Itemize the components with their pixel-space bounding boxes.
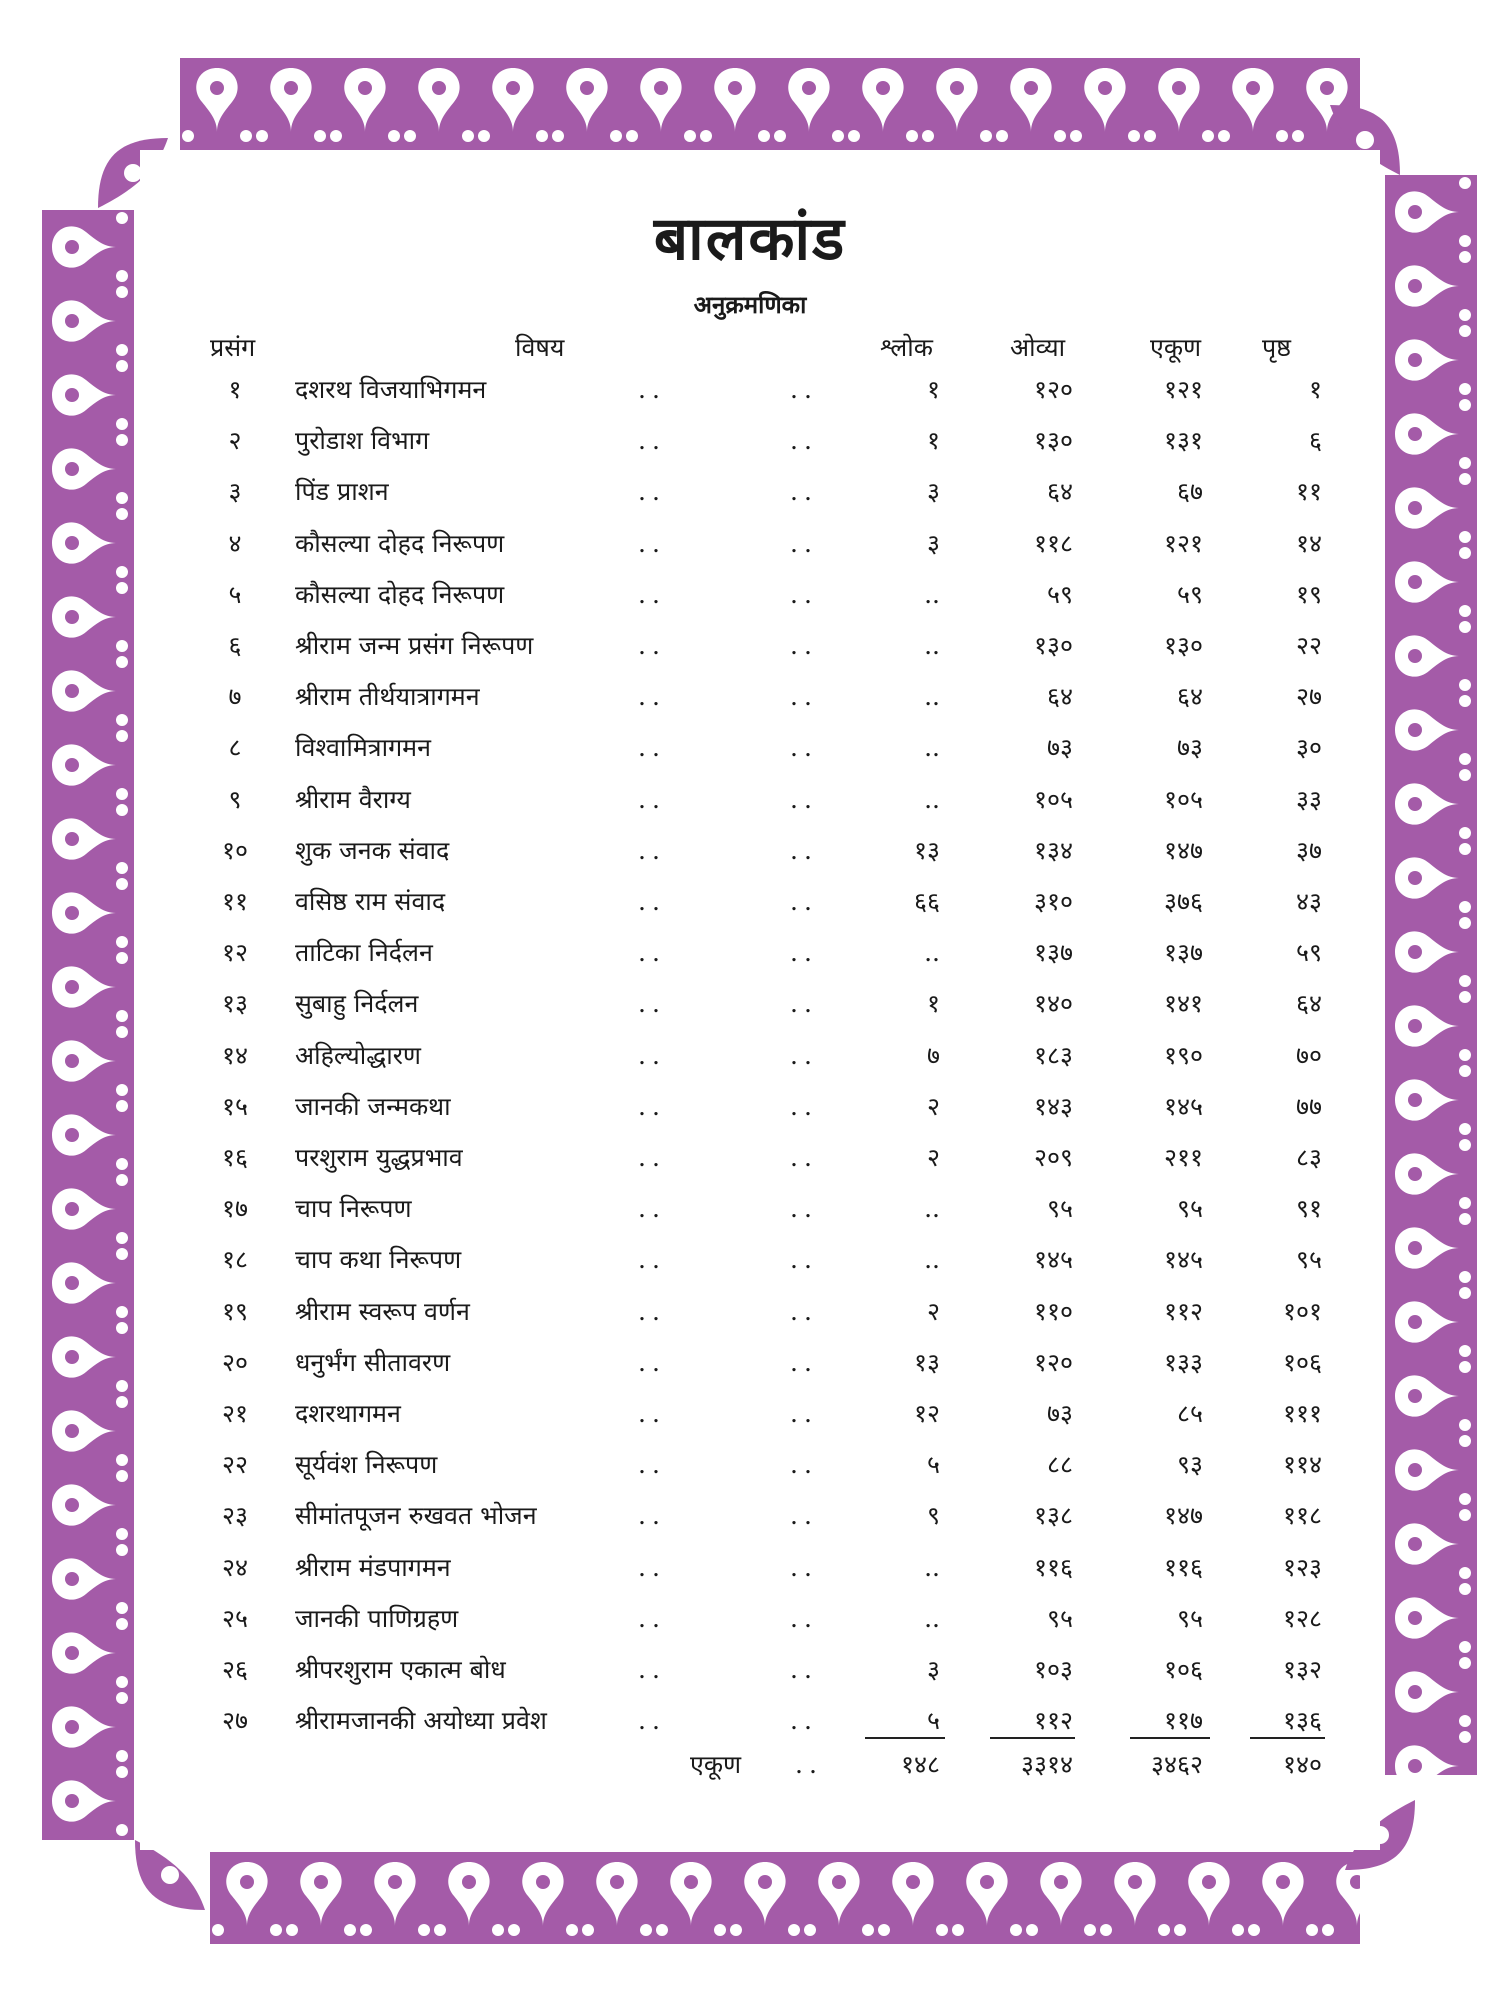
- table-row: [0, 1548, 1500, 1588]
- row-shlok: १: [926, 989, 940, 1019]
- row-number: १२: [221, 938, 248, 968]
- row-subject: पिंड प्राशन: [295, 477, 389, 507]
- row-leader-2: ..: [790, 528, 818, 558]
- row-number: २५: [221, 1603, 248, 1633]
- row-ekun: १४५: [1163, 1245, 1203, 1275]
- row-subject: जानकी पाणिग्रहण: [295, 1603, 459, 1633]
- row-leader-2: ..: [790, 887, 818, 916]
- total-rule-page: [1250, 1737, 1325, 1739]
- row-shlok: ३: [926, 477, 940, 507]
- row-ovya: ३१०: [1033, 887, 1073, 916]
- row-number: २०: [221, 1347, 248, 1377]
- row-subject: श्रीराम मंडपागमन: [295, 1552, 451, 1582]
- row-ovya: ११०: [1033, 1296, 1073, 1326]
- total-rule-shlok: [865, 1737, 945, 1739]
- row-page: ७०: [1295, 1040, 1322, 1070]
- row-page: १: [1308, 375, 1322, 404]
- totals-leader: ..: [795, 1750, 823, 1779]
- row-leader-1: ..: [638, 1347, 666, 1377]
- row-leader-1: ..: [638, 784, 666, 814]
- row-shlok: ३: [926, 528, 940, 558]
- row-ovya: ८८: [1046, 1450, 1073, 1480]
- row-ovya: १३७: [1033, 938, 1073, 968]
- row-number: ११: [221, 887, 248, 916]
- row-shlok: १२: [913, 1399, 940, 1428]
- table-row: [0, 984, 1500, 1024]
- row-subject: श्रीराम तीर्थयात्रागमन: [295, 682, 480, 712]
- page-title: बालकांड: [653, 204, 847, 274]
- row-ovya: १४५: [1033, 1245, 1073, 1275]
- row-page: ११: [1295, 477, 1322, 507]
- row-ekun: ९५: [1176, 1603, 1203, 1633]
- row-page: १३६: [1282, 1706, 1322, 1736]
- page-subtitle: अनुक्रमणिका: [693, 290, 807, 319]
- row-leader-2: ..: [790, 989, 818, 1019]
- row-page: ११८: [1282, 1501, 1322, 1531]
- row-subject: धनुर्भंग सीतावरण: [295, 1347, 451, 1377]
- row-page: ९५: [1295, 1245, 1322, 1275]
- row-shlok: २: [926, 1296, 940, 1326]
- row-number: २२: [221, 1450, 248, 1480]
- row-shlok: ७: [926, 1040, 940, 1070]
- row-subject: कौसल्या दोहद निरूपण: [295, 528, 505, 558]
- row-number: १६: [221, 1143, 248, 1172]
- header-prishth: पृष्ठ: [1262, 333, 1291, 362]
- row-leader-1: ..: [638, 938, 666, 968]
- row-leader-2: ..: [790, 1347, 818, 1377]
- row-ekun: ६७: [1176, 477, 1203, 507]
- row-ovya: १४३: [1033, 1091, 1073, 1121]
- row-leader-2: ..: [790, 1194, 818, 1224]
- row-page: २२: [1295, 631, 1322, 660]
- row-subject: वसिष्ठ राम संवाद: [295, 887, 446, 916]
- row-page: ५९: [1295, 938, 1322, 968]
- table-row: [0, 1189, 1500, 1229]
- row-shlok: ..: [924, 682, 940, 712]
- header-ovya: ओव्या: [1010, 333, 1066, 362]
- row-subject: सूर्यवंश निरूपण: [295, 1450, 438, 1480]
- totals-label: एकूण: [690, 1750, 742, 1779]
- row-subject: चाप कथा निरूपण: [295, 1245, 462, 1275]
- row-shlok: १: [926, 426, 940, 456]
- total-rule-ovya: [990, 1737, 1075, 1739]
- totals-ekun: ३४६२: [1150, 1750, 1203, 1779]
- row-page: ११४: [1282, 1450, 1322, 1480]
- totals-ovya: ३३१४: [1020, 1750, 1073, 1779]
- row-shlok: २: [926, 1143, 940, 1172]
- table-row: [0, 1496, 1500, 1536]
- row-leader-1: ..: [638, 1245, 666, 1275]
- row-subject: श्रीपरशुराम एकात्म बोध: [295, 1655, 506, 1684]
- table-row: [0, 472, 1500, 512]
- row-ovya: ११६: [1033, 1552, 1073, 1582]
- row-page: ४३: [1295, 887, 1322, 916]
- row-ovya: २०९: [1033, 1143, 1073, 1172]
- row-ekun: १२१: [1163, 375, 1203, 404]
- row-leader-2: ..: [790, 1399, 818, 1428]
- row-ekun: १०६: [1163, 1655, 1203, 1684]
- row-leader-2: ..: [790, 375, 818, 404]
- row-ovya: ९५: [1046, 1194, 1073, 1224]
- table-row: [0, 933, 1500, 973]
- table-row: [0, 1701, 1500, 1741]
- row-ovya: ७३: [1046, 1399, 1073, 1428]
- row-ekun: १३१: [1163, 426, 1203, 456]
- row-ekun: ११७: [1163, 1706, 1203, 1736]
- row-ekun: ११२: [1163, 1296, 1203, 1326]
- row-ekun: १४७: [1163, 1501, 1203, 1531]
- row-ovya: ७३: [1046, 733, 1073, 763]
- row-subject: श्रीराम जन्म प्रसंग निरूपण: [295, 631, 534, 660]
- row-page: ३७: [1295, 835, 1322, 865]
- row-leader-1: ..: [638, 887, 666, 916]
- row-ekun: ६४: [1176, 682, 1203, 712]
- row-page: ६४: [1295, 989, 1322, 1019]
- row-leader-2: ..: [790, 631, 818, 660]
- row-number: ८: [228, 733, 242, 763]
- table-row: [0, 421, 1500, 461]
- row-subject: शुक जनक संवाद: [295, 835, 450, 865]
- row-number: २३: [221, 1501, 248, 1531]
- row-shlok: ५: [926, 1706, 940, 1736]
- row-leader-1: ..: [638, 1706, 666, 1736]
- row-number: १३: [221, 989, 248, 1019]
- row-shlok: ..: [924, 1603, 940, 1633]
- row-ovya: १४०: [1033, 989, 1073, 1019]
- row-leader-1: ..: [638, 426, 666, 456]
- table-row: [0, 728, 1500, 768]
- row-leader-1: ..: [638, 579, 666, 609]
- row-page: १२८: [1282, 1603, 1322, 1633]
- row-shlok: ..: [924, 1552, 940, 1582]
- row-ovya: ११८: [1033, 528, 1073, 558]
- row-ovya: १२०: [1033, 1347, 1073, 1377]
- row-leader-2: ..: [790, 1501, 818, 1531]
- row-subject: विश्वामित्रागमन: [295, 733, 431, 763]
- row-ekun: १२१: [1163, 528, 1203, 558]
- row-ovya: १३०: [1033, 631, 1073, 660]
- row-ekun: २११: [1163, 1143, 1203, 1172]
- table-row: [0, 1343, 1500, 1383]
- row-subject: चाप निरूपण: [295, 1194, 412, 1224]
- row-ovya: ९५: [1046, 1603, 1073, 1633]
- row-page: १०६: [1282, 1347, 1322, 1377]
- table-row: [0, 677, 1500, 717]
- row-ovya: ११२: [1033, 1706, 1073, 1736]
- top-lace-border: [180, 58, 1360, 150]
- table-row: [0, 626, 1500, 666]
- row-subject: पुरोडाश विभाग: [295, 426, 430, 456]
- row-page: १४: [1295, 528, 1322, 558]
- row-ovya: १०५: [1033, 784, 1073, 814]
- row-ovya: १३८: [1033, 1501, 1073, 1531]
- row-number: १०: [221, 835, 248, 865]
- table-row: [0, 1138, 1500, 1178]
- row-leader-2: ..: [790, 733, 818, 763]
- row-leader-1: ..: [638, 1194, 666, 1224]
- row-ekun: ११६: [1163, 1552, 1203, 1582]
- row-number: ५: [228, 579, 242, 609]
- row-subject: श्रीरामजानकी अयोध्या प्रवेश: [295, 1706, 547, 1736]
- row-ekun: ९५: [1176, 1194, 1203, 1224]
- row-leader-1: ..: [638, 477, 666, 507]
- row-ekun: १४५: [1163, 1091, 1203, 1121]
- row-ovya: १२०: [1033, 375, 1073, 404]
- row-leader-2: ..: [790, 1040, 818, 1070]
- row-leader-1: ..: [638, 1296, 666, 1326]
- row-leader-1: ..: [638, 1399, 666, 1428]
- table-row: [0, 575, 1500, 615]
- row-leader-1: ..: [638, 1450, 666, 1480]
- table-row: [0, 524, 1500, 564]
- header-vishay: विषय: [515, 333, 565, 362]
- table-row: [0, 370, 1500, 410]
- row-ekun: ७३: [1176, 733, 1203, 763]
- row-shlok: ..: [924, 1245, 940, 1275]
- row-ekun: ९३: [1176, 1450, 1203, 1480]
- table-row: [0, 1445, 1500, 1485]
- row-number: ६: [228, 631, 242, 660]
- row-page: ६: [1308, 426, 1322, 456]
- row-shlok: १३: [913, 1347, 940, 1377]
- row-shlok: २: [926, 1091, 940, 1121]
- row-ekun: १४७: [1163, 835, 1203, 865]
- row-subject: परशुराम युद्धप्रभाव: [295, 1143, 463, 1172]
- row-leader-2: ..: [790, 579, 818, 609]
- row-leader-2: ..: [790, 1296, 818, 1326]
- row-shlok: ..: [924, 631, 940, 660]
- row-ovya: ५९: [1046, 579, 1073, 609]
- row-number: १९: [221, 1296, 248, 1326]
- row-page: ९१: [1295, 1194, 1322, 1224]
- row-shlok: ३: [926, 1655, 940, 1684]
- row-number: १५: [221, 1091, 248, 1121]
- row-number: २४: [221, 1552, 248, 1582]
- row-number: १: [228, 375, 242, 404]
- row-subject: सुबाहु निर्दलन: [295, 989, 419, 1019]
- row-leader-1: ..: [638, 733, 666, 763]
- bottom-lace-border: [210, 1852, 1360, 1944]
- row-ekun: ५९: [1176, 579, 1203, 609]
- row-number: ७: [228, 682, 242, 712]
- row-subject: ताटिका निर्दलन: [295, 938, 433, 968]
- row-leader-1: ..: [638, 682, 666, 712]
- row-shlok: ..: [924, 938, 940, 968]
- row-leader-1: ..: [638, 835, 666, 865]
- row-leader-2: ..: [790, 477, 818, 507]
- row-number: २६: [221, 1655, 248, 1684]
- row-leader-1: ..: [638, 1091, 666, 1121]
- row-leader-2: ..: [790, 1603, 818, 1633]
- row-leader-1: ..: [638, 631, 666, 660]
- row-subject: दशरथ विजयाभिगमन: [295, 375, 487, 404]
- row-page: ३०: [1295, 733, 1322, 763]
- row-subject: श्रीराम स्वरूप वर्णन: [295, 1296, 470, 1326]
- row-subject: श्रीराम वैराग्य: [295, 784, 411, 814]
- row-shlok: १३: [913, 835, 940, 865]
- row-leader-1: ..: [638, 1655, 666, 1684]
- row-ovya: १३४: [1033, 835, 1073, 865]
- table-row: [0, 1292, 1500, 1332]
- row-page: १२३: [1282, 1552, 1322, 1582]
- row-number: ३: [228, 477, 242, 507]
- row-ovya: १०३: [1033, 1655, 1073, 1684]
- row-leader-1: ..: [638, 528, 666, 558]
- row-subject: अहिल्योद्धारण: [295, 1040, 422, 1070]
- row-page: १३२: [1282, 1655, 1322, 1684]
- row-number: १७: [221, 1194, 248, 1224]
- header-prasang: प्रसंग: [210, 333, 256, 362]
- row-leader-2: ..: [790, 1706, 818, 1736]
- row-ovya: ६४: [1046, 477, 1073, 507]
- row-page: १०१: [1282, 1296, 1322, 1326]
- row-shlok: ५: [926, 1450, 940, 1480]
- row-leader-2: ..: [790, 1655, 818, 1684]
- row-leader-1: ..: [638, 1143, 666, 1172]
- row-number: ९: [228, 784, 242, 814]
- totals-shlok: १४८: [900, 1750, 940, 1779]
- table-row: [0, 1650, 1500, 1690]
- row-number: १८: [221, 1245, 248, 1275]
- row-number: १४: [221, 1040, 248, 1070]
- row-ekun: ८५: [1176, 1399, 1203, 1428]
- row-shlok: ..: [924, 579, 940, 609]
- row-page: १९: [1295, 579, 1322, 609]
- row-shlok: १: [926, 375, 940, 404]
- total-rule-ekun: [1130, 1737, 1210, 1739]
- row-number: ४: [228, 528, 242, 558]
- table-row: [0, 780, 1500, 820]
- row-ovya: १३०: [1033, 426, 1073, 456]
- row-shlok: ..: [924, 733, 940, 763]
- row-leader-2: ..: [790, 1143, 818, 1172]
- row-shlok: ९: [926, 1501, 940, 1531]
- row-leader-2: ..: [790, 1245, 818, 1275]
- row-page: ८३: [1295, 1143, 1322, 1172]
- row-ekun: ३७६: [1163, 887, 1203, 916]
- row-leader-2: ..: [790, 1091, 818, 1121]
- row-page: ३३: [1295, 784, 1322, 814]
- table-row: [0, 882, 1500, 922]
- row-leader-2: ..: [790, 426, 818, 456]
- row-leader-1: ..: [638, 375, 666, 404]
- row-subject: सीमांतपूजन रुखवत भोजन: [295, 1501, 537, 1531]
- row-leader-1: ..: [638, 1603, 666, 1633]
- totals-page: १४०: [1282, 1750, 1322, 1779]
- table-row: [0, 831, 1500, 871]
- row-page: २७: [1295, 682, 1322, 712]
- row-leader-1: ..: [638, 1552, 666, 1582]
- row-leader-2: ..: [790, 784, 818, 814]
- row-ekun: १४१: [1163, 989, 1203, 1019]
- row-leader-2: ..: [790, 682, 818, 712]
- row-shlok: ..: [924, 1194, 940, 1224]
- table-row: [0, 1599, 1500, 1639]
- row-leader-2: ..: [790, 835, 818, 865]
- header-shlok: श्लोक: [880, 333, 933, 362]
- row-ekun: १३३: [1163, 1347, 1203, 1377]
- row-page: १११: [1282, 1399, 1322, 1428]
- table-row: [0, 1240, 1500, 1280]
- row-leader-1: ..: [638, 1040, 666, 1070]
- row-ovya: ६४: [1046, 682, 1073, 712]
- row-number: २: [228, 426, 242, 456]
- row-ekun: १३७: [1163, 938, 1203, 968]
- row-ekun: १९०: [1163, 1040, 1203, 1070]
- row-ovya: १८३: [1033, 1040, 1073, 1070]
- row-leader-2: ..: [790, 1552, 818, 1582]
- row-ekun: १३०: [1163, 631, 1203, 660]
- row-leader-2: ..: [790, 938, 818, 968]
- row-number: २७: [221, 1706, 248, 1736]
- row-leader-2: ..: [790, 1450, 818, 1480]
- header-ekun: एकूण: [1150, 333, 1202, 362]
- row-ekun: १०५: [1163, 784, 1203, 814]
- row-subject: कौसल्या दोहद निरूपण: [295, 579, 505, 609]
- row-leader-1: ..: [638, 1501, 666, 1531]
- row-subject: दशरथागमन: [295, 1399, 401, 1428]
- row-leader-1: ..: [638, 989, 666, 1019]
- table-row: [0, 1036, 1500, 1076]
- row-number: २१: [221, 1399, 248, 1428]
- row-shlok: ६६: [913, 887, 940, 916]
- row-subject: जानकी जन्मकथा: [295, 1091, 451, 1121]
- row-shlok: ..: [924, 784, 940, 814]
- table-row: [0, 1394, 1500, 1434]
- row-page: ७७: [1295, 1091, 1322, 1121]
- table-row: [0, 1087, 1500, 1127]
- totals-row: [0, 1745, 1500, 1785]
